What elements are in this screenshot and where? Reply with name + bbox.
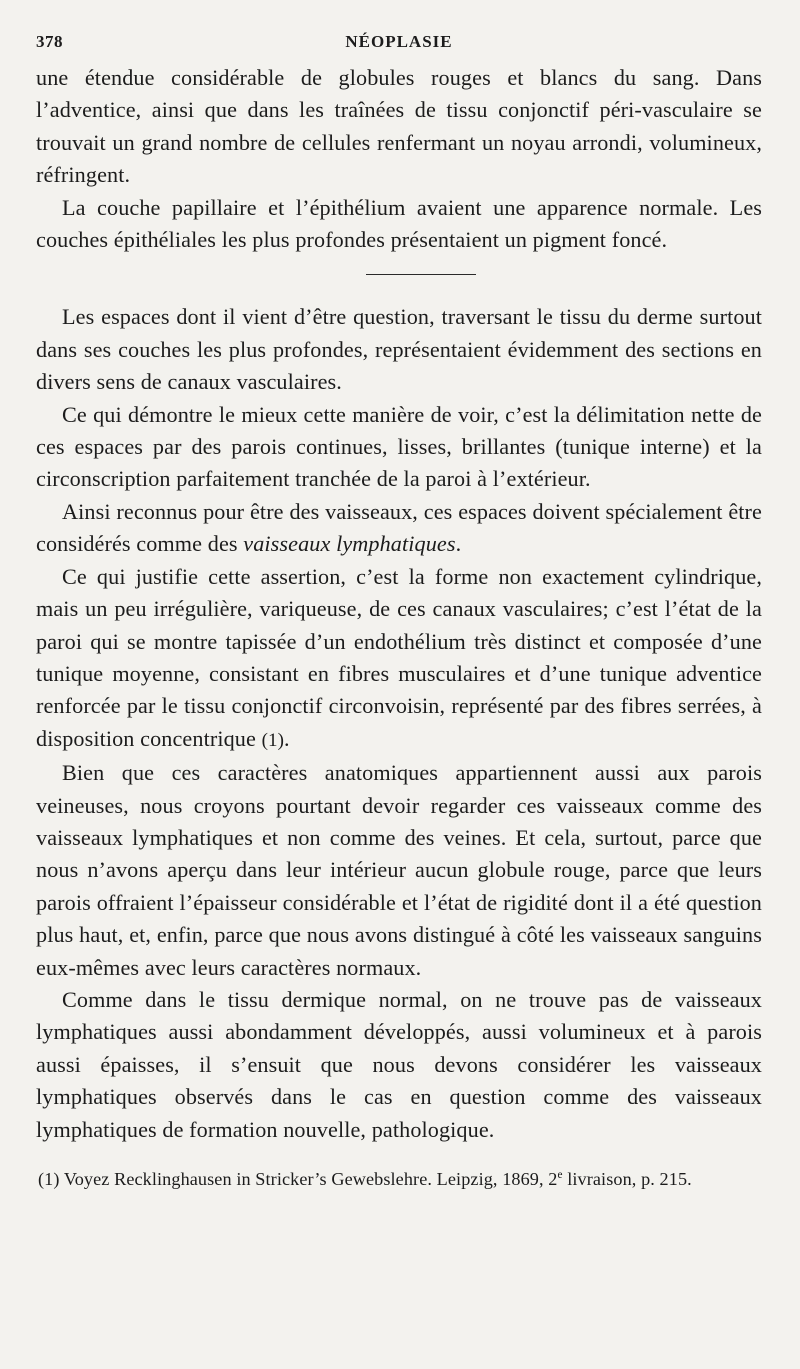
paragraph-2: La couche papillaire et l’épithélium avaient une apparence normale. Les couches épithéliales les plus profondes présentaient un pigment foncé. <box>36 194 762 253</box>
footnote-reference: (1) <box>261 729 285 751</box>
paragraph-1: une étendue considérable de globules rouges et blancs du sang. Dans l’adventice, ainsi que dans les traînées de tissu conjonctif péri-vasculaire se trouvait un grand nombre de cellules renfermant un noyau arrondi, volumineux, réfringent. <box>36 65 762 188</box>
footnote-number: (1) <box>38 1169 60 1189</box>
footnote-text-end: livraison, p. 215. <box>562 1169 692 1189</box>
paragraph-5-end: . <box>455 531 462 557</box>
paragraph-5 <box>36 496 762 561</box>
footnote-superscript: e <box>557 1168 563 1181</box>
paragraph-6-text: Ce qui justifie cette assertion, c’est la forme non exactement cylindrique, mais un peu irrégulière, variqueuse, de ces canaux vasculaires; c’est l’état de la paroi qui se montre tapissée d’un endothélium très distinct et composée d’une tunique moyenne, consistant en fibres musculaires et d’une tunique adventice renforcée par le tissu conjonctif circonvoisin, représenté par des fibres serrées, à disposition concentrique <box>36 563 762 751</box>
page-number: 378 <box>36 32 63 51</box>
running-head: NÉOPLASIE <box>345 32 453 51</box>
paragraph-6 <box>36 561 762 757</box>
footnote <box>36 1168 762 1190</box>
paragraph-8: Comme dans le tissu dermique normal, on ne trouve pas de vaisseaux lymphatiques aussi abondamment développés, aussi volumineux et à parois aussi épaisses, il s’ensuit que nous devons considérer les vaisseaux lymphatiques observés dans le cas en question comme des vaisseaux lymphatiques de formation nouvelle, pathologique. <box>36 986 762 1142</box>
section-separator-rule <box>366 274 476 275</box>
italic-term: vaisseaux lymphatiques <box>243 531 456 557</box>
paragraph-7: Bien que ces caractères anatomiques appartiennent aussi aux parois veineuses, nous croyons pourtant devoir regarder ces vaisseaux comme des vaisseaux lymphatiques et non comme des veines. Et cela, surtout, parce que nous n’avons aperçu dans leur intérieur aucun globule rouge, parce que leurs parois offraient l’épaisseur considérable et l’état de rigidité dont il a été question plus haut, et, enfin, parce que nous avons distingué à côté les vaisseaux sanguins eux-mêmes avec leurs caractères normaux. <box>36 760 762 980</box>
paragraph-5-text: Ainsi reconnus pour être des vaisseaux, ces espaces doivent spécialement être considérés comme des <box>36 498 762 557</box>
page-header <box>36 28 762 62</box>
paragraph-6-end: . <box>284 725 290 751</box>
paragraph-3: Les espaces dont il vient d’être question, traversant le tissu du derme surtout dans ses couches les plus profondes, représentaient évidemment des sections en divers sens de canaux vasculaires. <box>36 304 762 395</box>
footnote-text: Voyez Recklinghausen in Stricker’s Gewebslehre. Leipzig, 1869, 2 <box>59 1169 558 1189</box>
paragraph-4: Ce qui démontre le mieux cette manière de voir, c’est la délimitation nette de ces espaces par des parois continues, lisses, brillantes (tunique interne) et la circonscription parfaitement tranchée de la paroi à l’extérieur. <box>36 401 762 492</box>
main-text <box>36 62 762 1190</box>
